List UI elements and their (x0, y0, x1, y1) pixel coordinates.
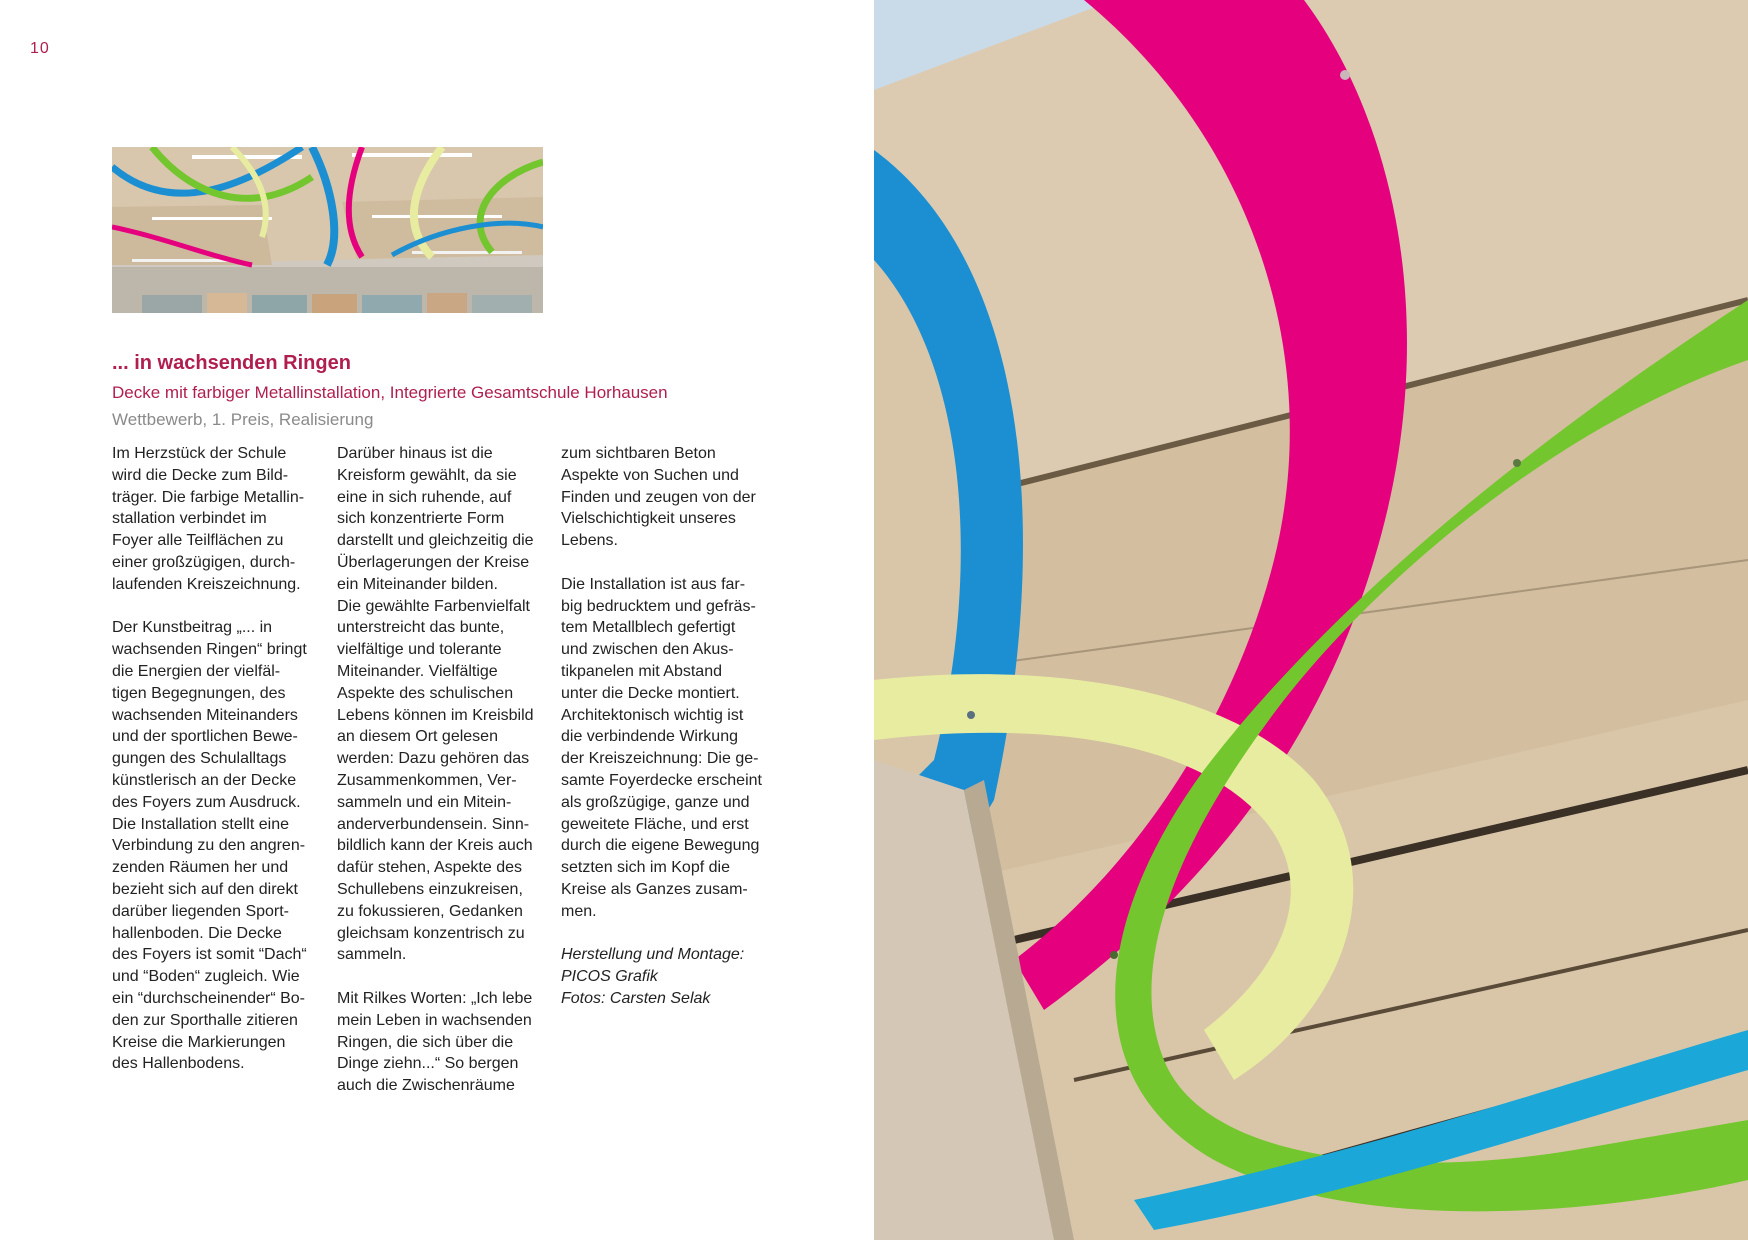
text-line: werden: Dazu gehören das (337, 750, 530, 768)
text-line: geweitete Fläche, und erst (561, 815, 749, 833)
credit-line: Herstellung und Montage: (561, 946, 745, 964)
paragraph (561, 574, 771, 923)
text-line: den zur Sporthalle zitieren (112, 1011, 298, 1029)
text-line: Ringen, die sich über die (337, 1033, 514, 1051)
text-line: dafür stehen, Aspekte des (337, 859, 523, 877)
text-line: unterstreicht das bunte, (337, 619, 505, 637)
article-subtitle: Decke mit farbiger Metallinstallation, Integrierte Gesamtschule Horhausen (112, 383, 668, 402)
text-line: und zwischen den Akus- (561, 641, 734, 659)
text-line: an diesem Ort gelesen (337, 728, 498, 746)
article-heading (112, 350, 812, 432)
text-line: big bedrucktem und gefräs- (561, 597, 756, 615)
text-line: Finden und zeugen von der (561, 488, 756, 506)
text-line: Darüber hinaus ist die (337, 445, 493, 462)
text-line: sammeln und ein Mitein- (337, 793, 512, 811)
ceiling-photo (112, 147, 543, 313)
text-line: laufenden Kreiszeichnung. (112, 575, 301, 593)
text-line: mein Leben in wachsenden (337, 1011, 532, 1029)
text-line: durch die eigene Bewegung (561, 837, 760, 855)
text-line: träger. Die farbige Metallin- (112, 488, 305, 506)
text-line: hallenboden. Die Decke (112, 924, 282, 942)
text-line: sammeln. (337, 946, 407, 964)
text-line: wachsenden Miteinanders (112, 706, 298, 724)
paragraph (112, 443, 322, 596)
ring-installation-photo (874, 0, 1748, 1240)
text-line: Aspekte von Suchen und (561, 466, 739, 484)
text-line: zenden Räumen her und (112, 859, 289, 877)
text-line: wachsenden Ringen“ bringt (112, 641, 307, 659)
paragraph (337, 443, 547, 966)
text-line: des Foyers zum Ausdruck. (112, 793, 301, 811)
text-line: Lebens. (561, 532, 618, 550)
text-line: Kreise die Markierungen (112, 1033, 286, 1051)
text-line: Verbindung zu den angren- (112, 837, 306, 855)
text-line: Im Herzstück der Schule (112, 445, 287, 462)
text-line: bildlich kann der Kreis auch (337, 837, 533, 855)
text-line: stallation verbindet im (112, 510, 267, 528)
text-line: men. (561, 902, 597, 920)
credit-line: PICOS Grafik (561, 968, 658, 986)
text-line: und “Boden“ zugleich. Wie (112, 968, 300, 986)
text-line: Mit Rilkes Worten: „Ich lebe (337, 989, 533, 1007)
paragraph (112, 617, 322, 1075)
text-line: Aspekte des schulischen (337, 684, 514, 702)
text-line: Miteinander. Vielfältige (337, 662, 498, 680)
text-line: Die Installation ist aus far- (561, 575, 746, 593)
text-line: ein Miteinander bilden. (337, 575, 498, 593)
paragraph (561, 443, 771, 552)
text-line: samte Foyerdecke erscheint (561, 771, 762, 789)
credits (561, 944, 771, 1009)
text-column-3 (561, 443, 771, 1032)
paragraph (337, 988, 547, 1097)
text-line: zu fokussieren, Gedanken (337, 902, 523, 920)
text-line: einer großzügigen, durch- (112, 553, 296, 571)
text-line: die Energien der vielfäl- (112, 662, 281, 680)
text-line: des Foyers ist somit “Dach“ (112, 946, 307, 964)
text-line: gungen des Schulalltags (112, 750, 287, 768)
text-column-1 (112, 443, 322, 1097)
text-line: wird die Decke zum Bild- (112, 466, 289, 484)
text-line: Die Installation stellt eine (112, 815, 289, 833)
text-line: zum sichtbaren Beton (561, 445, 716, 462)
text-line: ein “durchscheinender“ Bo- (112, 989, 305, 1007)
text-line: sich konzentrierte Form (337, 510, 505, 528)
text-line: tigen Begegnungen, des (112, 684, 286, 702)
text-line: Die gewählte Farbenvielfalt (337, 597, 530, 615)
text-line: Lebens können im Kreisbild (337, 706, 534, 724)
text-line: des Hallenbodens. (112, 1055, 245, 1073)
article-title: ... in wachsenden Ringen (112, 352, 351, 374)
text-line: als großzügige, ganze und (561, 793, 750, 811)
text-line: tem Metallblech gefertigt (561, 619, 736, 637)
text-line: eine in sich ruhende, auf (337, 488, 512, 506)
text-line: Kreise als Ganzes zusam- (561, 880, 748, 898)
text-line: tikpanelen mit Abstand (561, 662, 722, 680)
text-line: unter die Decke montiert. (561, 684, 740, 702)
text-line: Schullebens einzukreisen, (337, 880, 523, 898)
text-line: gleichsam konzentrisch zu (337, 924, 525, 942)
text-line: Überlagerungen der Kreise (337, 553, 530, 571)
text-line: Kreisform gewählt, da sie (337, 466, 517, 484)
text-line: darüber liegenden Sport- (112, 902, 290, 920)
text-line: Zusammenkommen, Ver- (337, 771, 517, 789)
text-line: Foyer alle Teilflächen zu (112, 532, 284, 550)
text-line: die verbindende Wirkung (561, 728, 738, 746)
article-meta: Wettbewerb, 1. Preis, Realisierung (112, 410, 374, 429)
text-line: darstellt und gleichzeitig die (337, 532, 534, 550)
credit-line: Fotos: Carsten Selak (561, 989, 711, 1007)
text-line: anderverbundensein. Sinn- (337, 815, 530, 833)
text-line: vielfältige und tolerante (337, 641, 502, 659)
text-line: künstlerisch an der Decke (112, 771, 297, 789)
page-number: 10 (30, 40, 50, 57)
text-line: der Kreiszeichnung: Die ge- (561, 750, 759, 768)
text-line: Der Kunstbeitrag „... in (112, 619, 273, 637)
text-line: Architektonisch wichtig ist (561, 706, 744, 724)
text-line: bezieht sich auf den direkt (112, 880, 298, 898)
text-line: auch die Zwischenräume (337, 1077, 515, 1095)
text-column-2 (337, 443, 547, 1119)
text-line: Vielschichtigkeit unseres (561, 510, 736, 528)
text-line: setzten sich im Kopf die (561, 859, 730, 877)
text-line: und der sportlichen Bewe- (112, 728, 298, 746)
text-line: Dinge ziehn...“ So bergen (337, 1055, 519, 1073)
